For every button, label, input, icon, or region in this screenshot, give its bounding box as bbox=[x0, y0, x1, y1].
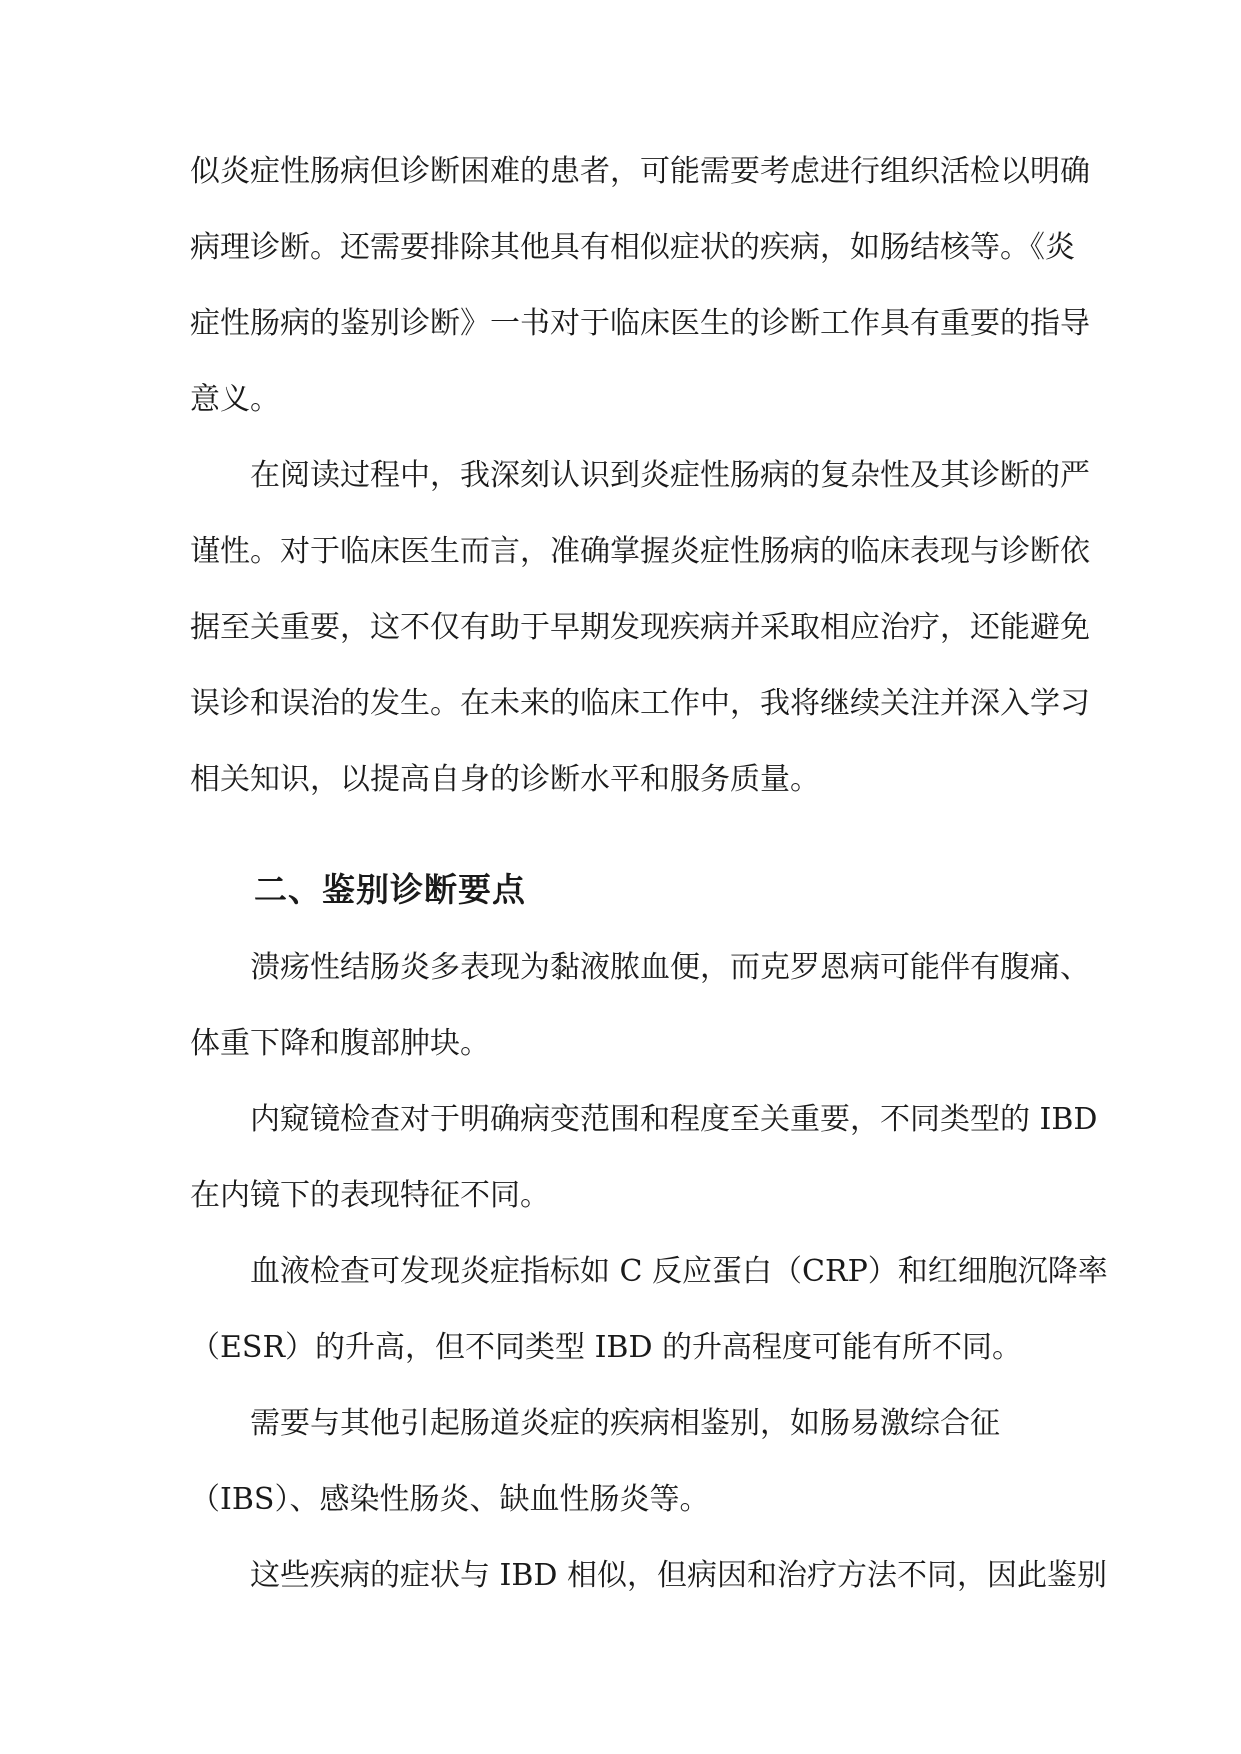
paragraph-line: 谨性。对于临床医生而言，准确掌握炎症性肠病的临床表现与诊断依 bbox=[190, 534, 1090, 569]
paragraph-line: 病理诊断。还需要排除其他具有相似症状的疾病，如肠结核等。《炎 bbox=[190, 230, 1075, 265]
paragraph-line: 症性肠病的鉴别诊断》一书对于临床医生的诊断工作具有重要的指导 bbox=[190, 306, 1090, 341]
paragraph-line: 相关知识，以提高自身的诊断水平和服务质量。 bbox=[190, 762, 820, 797]
paragraph-line: 溃疡性结肠炎多表现为黏液脓血便，而克罗恩病可能伴有腹痛、 bbox=[250, 950, 1090, 985]
paragraph-line: 据至关重要，这不仅有助于早期发现疾病并采取相应治疗，还能避免 bbox=[190, 610, 1090, 645]
paragraph-line: 这些疾病的症状与 IBD 相似，但病因和治疗方法不同，因此鉴别 bbox=[250, 1558, 1108, 1593]
paragraph-line: 内窥镜检查对于明确病变范围和程度至关重要，不同类型的 IBD bbox=[250, 1102, 1098, 1137]
paragraph-line: （IBS）、感染性肠炎、缺血性肠炎等。 bbox=[190, 1482, 710, 1517]
paragraph-line: 体重下降和腹部肿块。 bbox=[190, 1026, 490, 1061]
paragraph-line: 血液检查可发现炎症指标如 C 反应蛋白（CRP）和红细胞沉降率 bbox=[250, 1254, 1108, 1289]
paragraph-line: 需要与其他引起肠道炎症的疾病相鉴别，如肠易激综合征 bbox=[250, 1406, 1000, 1441]
paragraph-line: （ESR）的升高，但不同类型 IBD 的升高程度可能有所不同。 bbox=[190, 1330, 1023, 1365]
paragraph-line: 在内镜下的表现特征不同。 bbox=[190, 1178, 550, 1213]
paragraph-line: 在阅读过程中，我深刻认识到炎症性肠病的复杂性及其诊断的严 bbox=[250, 458, 1090, 493]
paragraph-line: 误诊和误治的发生。在未来的临床工作中，我将继续关注并深入学习 bbox=[190, 686, 1090, 721]
paragraph-line: 意义。 bbox=[190, 382, 280, 417]
paragraph-line: 似炎症性肠病但诊断困难的患者，可能需要考虑进行组织活检以明确 bbox=[190, 154, 1090, 189]
section-heading: 二、鉴别诊断要点 bbox=[254, 870, 526, 909]
